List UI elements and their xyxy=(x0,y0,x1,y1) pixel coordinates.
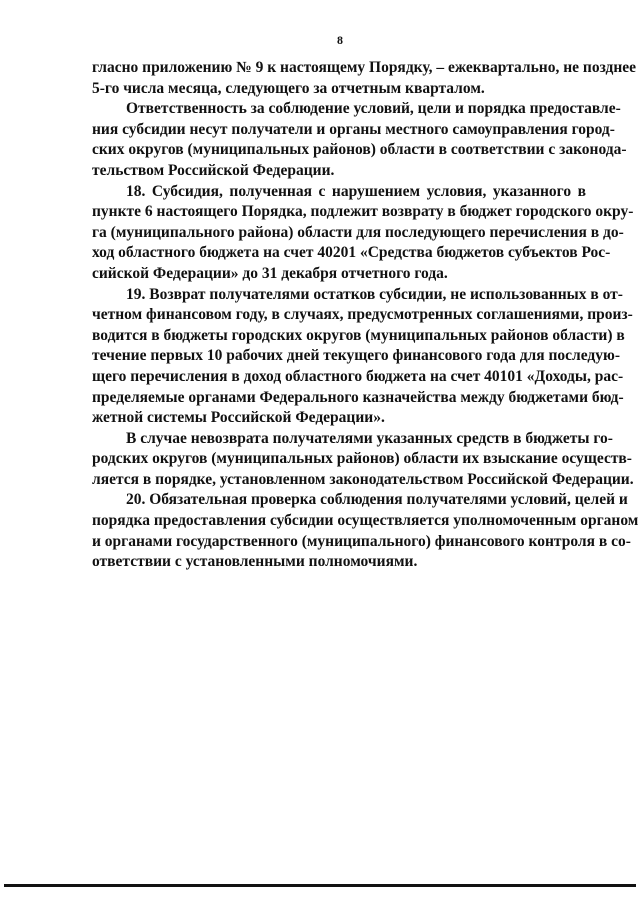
text-line: сийской Федерации» до 31 декабря отчетного года. xyxy=(92,264,448,282)
text-line: родских округов (муниципальных районов) области их взыскание осуществ- xyxy=(92,450,632,468)
text-line: пункте 6 настоящего Порядка, подлежит возврату в бюджет городского окру- xyxy=(92,203,634,221)
paragraph-item-18 xyxy=(92,182,634,285)
text-line: Ответственность за соблюдение условий, цели и порядка предоставле- xyxy=(126,100,621,118)
text-line: щего перечисления в доход областного бюджета на счет 40101 «Доходы, рас- xyxy=(92,367,624,385)
paragraph-responsibility xyxy=(92,99,627,181)
text-line: четном финансовом году, в случаях, предусмотренных соглашениями, произ- xyxy=(92,306,633,324)
text-line: га (муниципального района) области для последующего перечисления в до- xyxy=(92,223,624,241)
text-line: и органами государственного (муниципального) финансового контроля в со- xyxy=(92,532,631,550)
text-line: пределяемые органами Федерального казначейства между бюджетами бюд- xyxy=(92,388,624,406)
text-line: 5-го числа месяца, следующего за отчетным кварталом. xyxy=(92,79,485,97)
paragraph-item-20 xyxy=(92,490,639,572)
page-bottom-divider xyxy=(4,884,636,887)
text-line: В случае невозврата получателями указанных средств в бюджеты го- xyxy=(126,429,613,447)
text-line: порядка предоставления субсидии осуществляется уполномоченным органом xyxy=(92,512,639,530)
text-line: водится в бюджеты городских округов (муниципальных районов области) в xyxy=(92,326,625,344)
text-line: жетной системы Российской Федерации». xyxy=(92,409,385,427)
text-line: 18. Субсидия, полученная с нарушением условия, указанного в xyxy=(126,182,586,200)
page-number: 8 xyxy=(337,33,343,47)
text-line: тельством Российской Федерации. xyxy=(92,161,335,179)
text-line: 20. Обязательная проверка соблюдения получателями условий, целей и xyxy=(126,491,628,509)
paragraph-non-return xyxy=(92,429,634,491)
text-line: ских округов (муниципальных районов) области в соответствии с законода- xyxy=(92,141,627,159)
text-line: ход областного бюджета на счет 40201 «Средства бюджетов субъектов Рос- xyxy=(92,244,611,262)
paragraph-continuation xyxy=(92,58,637,99)
document-body xyxy=(92,58,639,573)
text-line: 19. Возврат получателями остатков субсидии, не использованных в от- xyxy=(126,285,623,303)
text-line: течение первых 10 рабочих дней текущего финансового года для последую- xyxy=(92,347,621,365)
text-line: ния субсидии несут получатели и органы местного самоуправления город- xyxy=(92,120,615,138)
text-line: гласно приложению № 9 к настоящему Порядку, – ежеквартально, не позднее xyxy=(92,59,637,76)
text-line: ляется в порядке, установленном законодательством Российской Федерации. xyxy=(92,470,634,488)
paragraph-item-19 xyxy=(92,285,633,429)
text-line: ответствии с установленными полномочиями. xyxy=(92,553,418,571)
